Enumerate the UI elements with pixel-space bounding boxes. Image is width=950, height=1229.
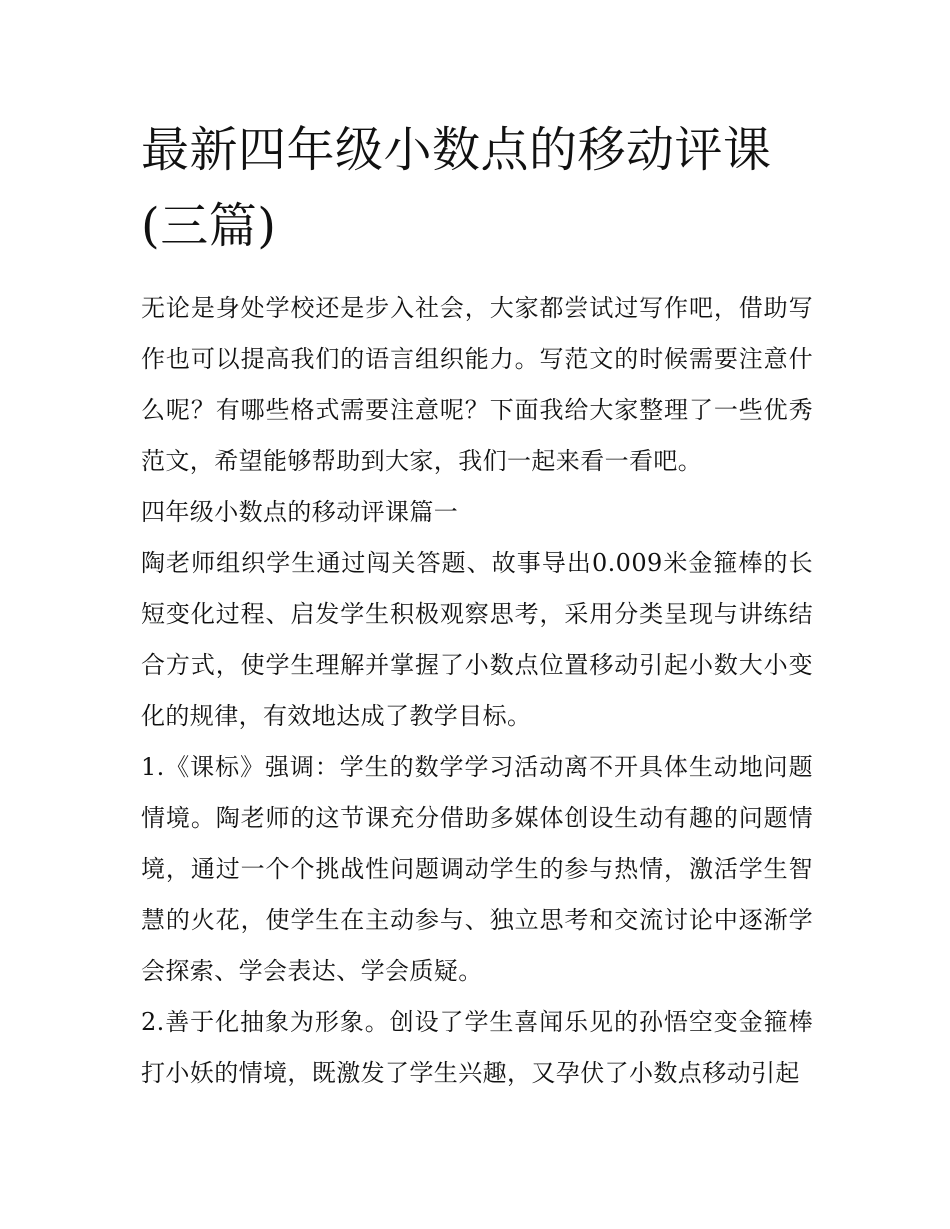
- body-paragraph: 陶老师组织学生通过闯关答题、故事导出0.009米金箍棒的长短变化过程、启发学生积极观察思考，采用分类呈现与讲练结合方式，使学生理解并掌握了小数点位置移动引起小数大小变化的规律，有效地达成了教学目标。: [141, 549, 813, 730]
- intro-paragraph: 无论是身处学校还是步入社会，大家都尝试过写作吧，借助写作也可以提高我们的语言组织能力。写范文的时候需要注意什么呢？有哪些格式需要注意呢？下面我给大家整理了一些优秀范文，希望能够帮助到大家，我们一起来看一看吧。: [141, 294, 813, 475]
- document-body: [141, 283, 813, 1099]
- numbered-paragraph-2: 2.善于化抽象为形象。创设了学生喜闻乐见的孙悟空变金箍棒打小妖的情境，既激发了学生兴趣，又孕伏了小数点移动引起: [141, 1008, 813, 1087]
- numbered-paragraph-1: 1.《课标》强调：学生的数学学习活动离不开具体生动地问题情境。陶老师的这节课充分借助多媒体创设生动有趣的问题情境，通过一个个挑战性问题调动学生的参与热情，激活学生智慧的火花，使学生在主动参与、独立思考和交流讨论中逐渐学会探索、学会表达、学会质疑。: [141, 753, 813, 985]
- section-heading: 四年级小数点的移动评课篇一: [141, 498, 459, 526]
- document-content: [141, 112, 813, 1099]
- document-title: 最新四年级小数点的移动评课(三篇): [141, 122, 772, 254]
